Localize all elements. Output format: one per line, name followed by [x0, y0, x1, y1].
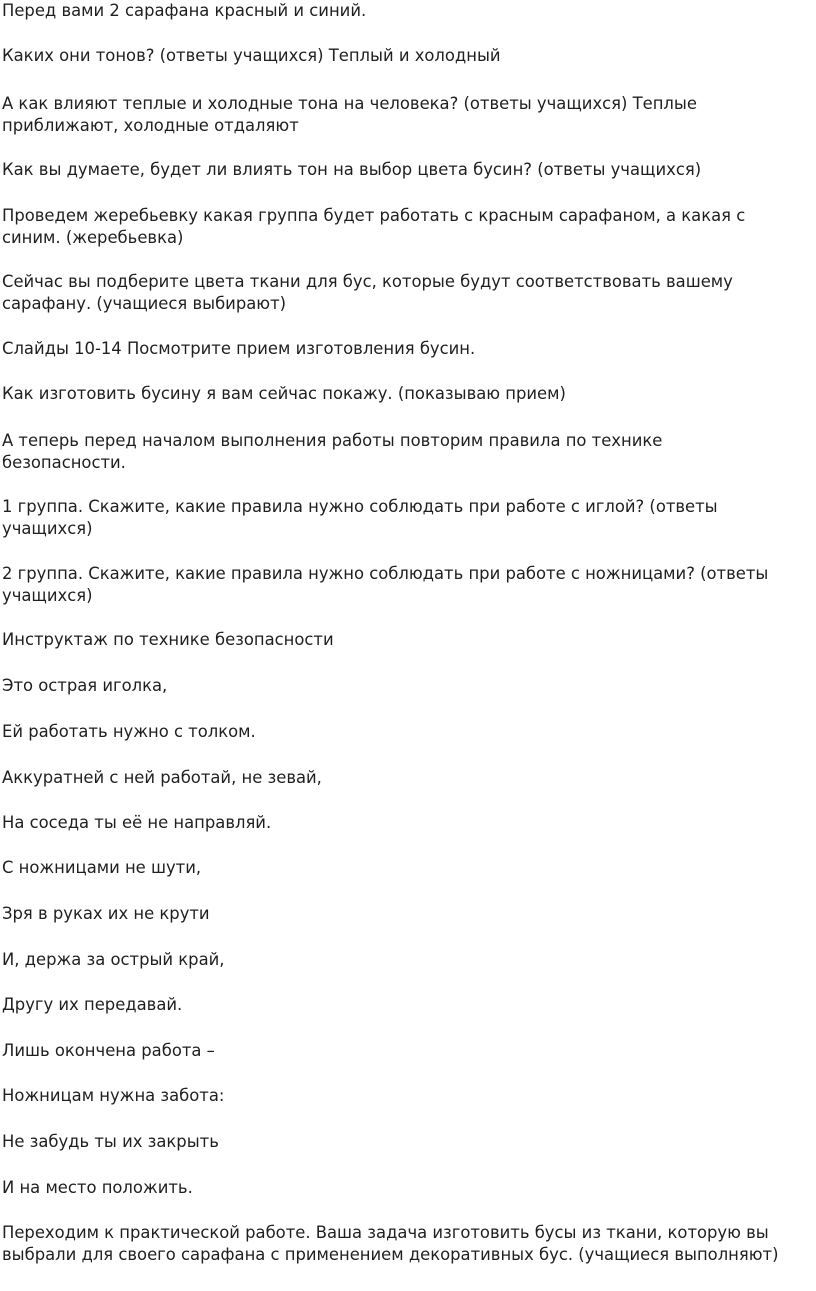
text-line: учащихся) — [2, 586, 93, 605]
paragraph — [2, 383, 814, 405]
paragraph — [2, 1085, 814, 1107]
text-line: Ножницам нужна забота: — [2, 1086, 225, 1105]
paragraph — [2, 1177, 814, 1199]
text-line: 1 группа. Скажите, какие правила нужно соблюдать при работе с иглой? (ответы — [2, 497, 718, 516]
paragraph — [2, 812, 814, 834]
text-line: Переходим к практической работе. Ваша задача изготовить бусы из ткани, которую вы — [2, 1223, 769, 1242]
text-line: безопасности. — [2, 453, 126, 472]
paragraph — [2, 93, 814, 137]
paragraph — [2, 496, 814, 540]
paragraph — [2, 949, 814, 971]
text-line: Зря в руках их не крути — [2, 904, 210, 923]
paragraph — [2, 0, 814, 22]
text-line: учащихся) — [2, 519, 93, 538]
paragraph — [2, 430, 814, 474]
paragraph — [2, 45, 814, 67]
paragraph — [2, 721, 814, 743]
text-line: Другу их передавай. — [2, 995, 183, 1014]
text-line: Каких они тонов? (ответы учащихся) Теплый и холодный — [2, 46, 501, 65]
text-line: Проведем жеребьевку какая группа будет работать с красным сарафаном, а какая с — [2, 206, 746, 225]
text-line: Как вы думаете, будет ли влиять тон на выбор цвета бусин? (ответы учащихся) — [2, 160, 702, 179]
text-line: Аккуратней с ней работай, не зевай, — [2, 768, 322, 787]
paragraph — [2, 1131, 814, 1153]
paragraph — [2, 857, 814, 879]
text-line: синим. (жеребьевка) — [2, 228, 184, 247]
text-line: выбрали для своего сарафана с применением декоративных бус. (учащиеся выполняют) — [2, 1245, 779, 1264]
paragraph — [2, 767, 814, 789]
paragraph — [2, 338, 814, 360]
paragraph — [2, 159, 814, 181]
text-line: Как изготовить бусину я вам сейчас покажу. (показываю прием) — [2, 384, 566, 403]
paragraph — [2, 1040, 814, 1062]
paragraph — [2, 271, 814, 315]
text-line: На соседа ты её не направляй. — [2, 813, 272, 832]
paragraph — [2, 1222, 814, 1266]
text-line: С ножницами не шути, — [2, 858, 202, 877]
text-line: А теперь перед началом выполнения работы повторим правила по технике — [2, 431, 663, 450]
text-line: Ей работать нужно с толком. — [2, 722, 256, 741]
text-line: Перед вами 2 сарафана красный и синий. — [2, 1, 367, 20]
text-line: И, держа за острый край, — [2, 950, 225, 969]
paragraph — [2, 675, 814, 697]
text-line: Не забудь ты их закрыть — [2, 1132, 219, 1151]
text-line: А как влияют теплые и холодные тона на человека? (ответы учащихся) Теплые — [2, 94, 697, 113]
paragraph — [2, 994, 814, 1016]
paragraph — [2, 563, 814, 607]
text-line: приближают, холодные отдаляют — [2, 116, 299, 135]
paragraph — [2, 903, 814, 925]
text-line: 2 группа. Скажите, какие правила нужно соблюдать при работе с ножницами? (ответы — [2, 564, 769, 583]
text-line: Это острая иголка, — [2, 676, 168, 695]
text-line: И на место положить. — [2, 1178, 193, 1197]
text-line: Лишь окончена работа – — [2, 1041, 215, 1060]
paragraph — [2, 629, 814, 651]
text-line: Сейчас вы подберите цвета ткани для бус, которые будут соответствовать вашему — [2, 272, 733, 291]
paragraph — [2, 205, 814, 249]
text-line: Слайды 10-14 Посмотрите прием изготовления бусин. — [2, 339, 476, 358]
text-line: сарафану. (учащиеся выбирают) — [2, 294, 287, 313]
text-line: Инструктаж по технике безопасности — [2, 630, 334, 649]
